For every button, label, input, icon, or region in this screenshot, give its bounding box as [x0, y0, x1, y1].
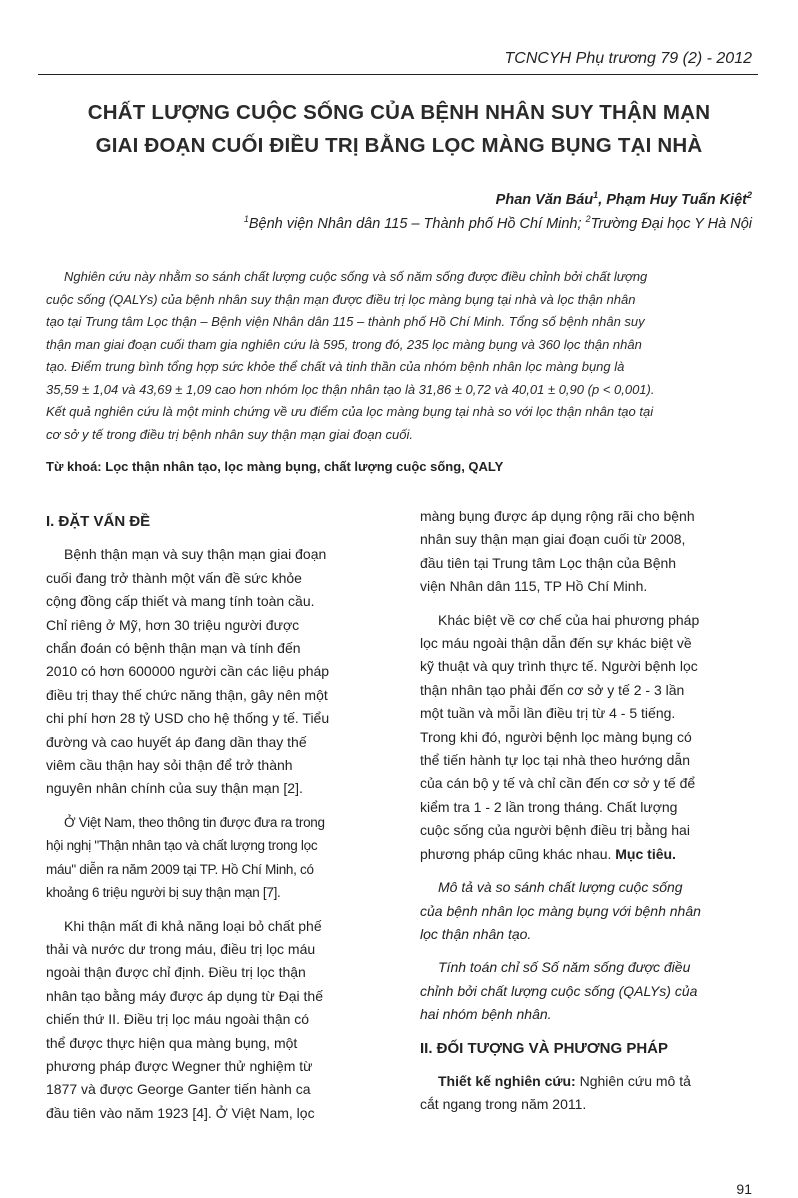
- left-column: [46, 510, 386, 1135]
- text-line: viện Nhân dân 115, TP Hồ Chí Minh.: [420, 578, 648, 595]
- text-line: thận nhân tạo phải đến cơ sở y tế 2 - 3 lần: [420, 681, 685, 698]
- text-line: chiến thứ II. Điều trị lọc máu ngoài thận có: [46, 1011, 310, 1028]
- text-line: thải và nước dư trong máu, điều trị lọc máu: [46, 940, 316, 957]
- text-line: lọc máu ngoài thận dẫn đến sự khác biệt về: [420, 635, 692, 652]
- text-line: cắt ngang trong năm 2011.: [420, 1096, 587, 1113]
- abstract: [46, 266, 756, 446]
- abstract-line: tạo. Điểm trung bình tổng hợp sức khỏe thể chất và tinh thần của nhóm bệnh nhân lọc màng bụng là: [46, 359, 625, 374]
- text-line: 1877 và được George Ganter tiến hành ca: [46, 1081, 311, 1098]
- text-line: Ở Việt Nam, theo thông tin được đưa ra trong: [64, 814, 325, 830]
- author-name: Phan Văn Báu: [495, 192, 594, 208]
- abstract-line: cơ sở y tế trong điều trị bệnh nhân suy thận mạn giai đoạn cuối.: [46, 426, 413, 442]
- paragraph: [46, 543, 386, 800]
- keywords: Từ khoá: Lọc thận nhân tạo, lọc màng bụng, chất lượng cuộc sống, QALY: [46, 459, 504, 474]
- abstract-line: Nghiên cứu này nhằm so sánh chất lượng cuộc sống và số năm sống được điều chỉnh bởi chất lượng: [64, 269, 648, 284]
- text-line: cuộc sống của người bệnh điều trị bằng hai: [420, 822, 690, 839]
- affiliation-text: Bệnh viện Nhân dân 115 – Thành phố Hồ Chí Minh;: [248, 216, 586, 232]
- text-line: [420, 1070, 766, 1093]
- right-column: [420, 505, 766, 1127]
- text-line: Tính toán chỉ số Số năm sống được điều: [438, 959, 691, 976]
- text-line: đầu tiên vào năm 1923 [4]. Ở Việt Nam, lọc: [46, 1104, 315, 1121]
- text-line: thể tiến hành tự lọc tại nhà theo hướng dẫn: [420, 752, 691, 769]
- abstract-line: 35,59 ± 1,04 và 43,69 ± 1,09 cao hơn nhóm lọc thận nhân tạo là 31,86 ± 0,72 và 40,01 ± 0,90 (p < 0,001).: [46, 381, 655, 397]
- abstract-line: tạo tại Trung tâm Lọc thận – Bệnh viện Nhân dân 115 – thành phố Hồ Chí Minh. Tổng số bệnh nhân suy: [46, 314, 645, 329]
- text-line: cuối đang trở thành một vấn đề sức khỏe: [46, 569, 302, 586]
- title-line: CHẤT LƯỢNG CUỘC SỐNG CỦA BỆNH NHÂN SUY THẬN MẠN: [87, 101, 711, 124]
- text-line: khoảng 6 triệu người bị suy thận mạn [7].: [46, 885, 281, 901]
- affiliation-superscript: 2: [585, 214, 591, 224]
- affiliation-superscript: 1: [243, 214, 249, 224]
- text-line: viêm cầu thận hay sỏi thận để trở thành: [46, 757, 293, 774]
- section-heading: I. ĐẶT VẤN ĐỀ: [46, 513, 151, 530]
- text-line: chỉnh bởi chất lượng cuộc sống (QALYs) của: [420, 982, 698, 999]
- text-line: nguyên nhân chính của suy thận mạn [2].: [46, 780, 303, 797]
- author-name: Phạm Huy Tuấn Kiệt: [606, 192, 747, 208]
- text-line: màng bụng được áp dụng rộng rãi cho bệnh: [420, 508, 695, 524]
- text-line: nhân tạo bằng máy được áp dụng từ Đại thế: [46, 987, 323, 1004]
- abstract-line: thận man giai đoạn cuối tham gia nghiên cứu là 595, trong đó, 235 lọc màng bụng và 360 lọc thận nhân: [46, 336, 642, 352]
- text-line: của bệnh nhân lọc màng bụng với bệnh nhân: [420, 902, 701, 919]
- text-line: Bệnh thận mạn và suy thận mạn giai đoạn: [64, 546, 327, 563]
- paragraph: [46, 915, 386, 1126]
- text-line: Khi thận mất đi khả năng loại bỏ chất phế: [64, 917, 322, 934]
- text-line: đầu tiên tại Trung tâm Lọc thận của Bệnh: [420, 554, 677, 571]
- paragraph: [420, 609, 766, 866]
- design-label: Thiết kế nghiên cứu:: [438, 1072, 576, 1089]
- text-line: hai nhóm bệnh nhân.: [420, 1006, 552, 1023]
- author-superscript: 1: [593, 190, 599, 200]
- article-title: [40, 96, 758, 162]
- text-line: nhân suy thận mạn giai đoạn cuối từ 2008,: [420, 531, 686, 548]
- text-span: Nghiên cứu mô tả: [575, 1072, 691, 1089]
- paragraph: [420, 505, 766, 599]
- text-line: ngoài thận được chỉ định. Điều trị lọc thận: [46, 964, 306, 981]
- text-line: Khác biệt về cơ chế của hai phương pháp: [438, 611, 700, 628]
- text-line: đường và cao huyết áp đang dần thay thế: [46, 733, 307, 750]
- objective-item: [420, 956, 766, 1026]
- text-line: chẩn đoán có bệnh thận mạn và tính đến: [46, 640, 301, 657]
- objective-item: [420, 876, 766, 946]
- text-line: cộng đồng cấp thiết và mang tính toàn cầu.: [46, 593, 315, 610]
- abstract-line: Kết quả nghiên cứu là một minh chứng về ưu điểm của lọc màng bụng tại nhà so với lọc thận nhân tạo tại: [46, 404, 654, 419]
- text-line: kiểm tra 1 - 2 lần trong tháng. Chất lượng: [420, 798, 678, 815]
- text-line: Mô tả và so sánh chất lượng cuộc sống: [438, 879, 683, 896]
- paragraph: [420, 1070, 766, 1117]
- text-line: lọc thận nhân tạo.: [420, 925, 532, 942]
- text-line: kỹ thuật và quy trình thực tế. Người bệnh lọc: [420, 658, 698, 675]
- text-span: phương pháp cũng khác nhau.: [420, 845, 612, 862]
- page-number: 91: [736, 1181, 752, 1197]
- author-separator: ,: [598, 192, 607, 208]
- journal-header: TCNCYH Phụ trương 79 (2) - 2012: [504, 50, 752, 67]
- text-line: Trong khi đó, người bệnh lọc màng bụng có: [420, 728, 692, 745]
- text-line: thể được thực hiện qua màng bụng, một: [46, 1034, 298, 1051]
- text-line: phương pháp được Wegner thử nghiệm từ: [46, 1057, 313, 1074]
- affiliation-text: Trường Đại học Y Hà Nội: [590, 216, 752, 232]
- text-line: một tuần và mỗi lần điều trị từ 4 - 5 tiếng.: [420, 705, 676, 722]
- text-line: Chỉ riêng ở Mỹ, hơn 30 triệu người được: [46, 616, 300, 633]
- paragraph: [46, 811, 386, 905]
- text-line: [420, 843, 766, 866]
- author-superscript: 2: [746, 190, 752, 200]
- affiliations: [244, 216, 752, 232]
- title-line: GIAI ĐOẠN CUỐI ĐIỀU TRỊ BẰNG LỌC MÀNG BỤNG TẠI NHÀ: [95, 134, 703, 157]
- text-line: hội nghị "Thận nhân tạo và chất lượng trong lọc: [46, 838, 318, 854]
- section-heading: II. ĐỐI TƯỢNG VÀ PHƯƠNG PHÁP: [420, 1039, 668, 1057]
- text-line: 2010 có hơn 600000 người cần các liệu pháp: [46, 663, 330, 680]
- text-line: chi phí hơn 28 tỷ USD cho hệ thống y tế. Tiểu: [46, 710, 330, 727]
- abstract-line: cuộc sống (QALYs) của bệnh nhân suy thận mạn được điều trị lọc màng bụng tại nhà và lọc thận nhân: [46, 291, 636, 307]
- objective-label: Mục tiêu.: [615, 845, 676, 862]
- text-line: điều trị thay thế chức năng thận, gây nên một: [46, 686, 328, 703]
- header-rule: [38, 74, 758, 75]
- authors: [496, 192, 752, 208]
- text-line: của cán bộ y tế và chỉ cần đến cơ sở y tế để: [420, 775, 696, 792]
- text-line: máu" diễn ra năm 2009 tại TP. Hồ Chí Minh, có: [46, 861, 314, 877]
